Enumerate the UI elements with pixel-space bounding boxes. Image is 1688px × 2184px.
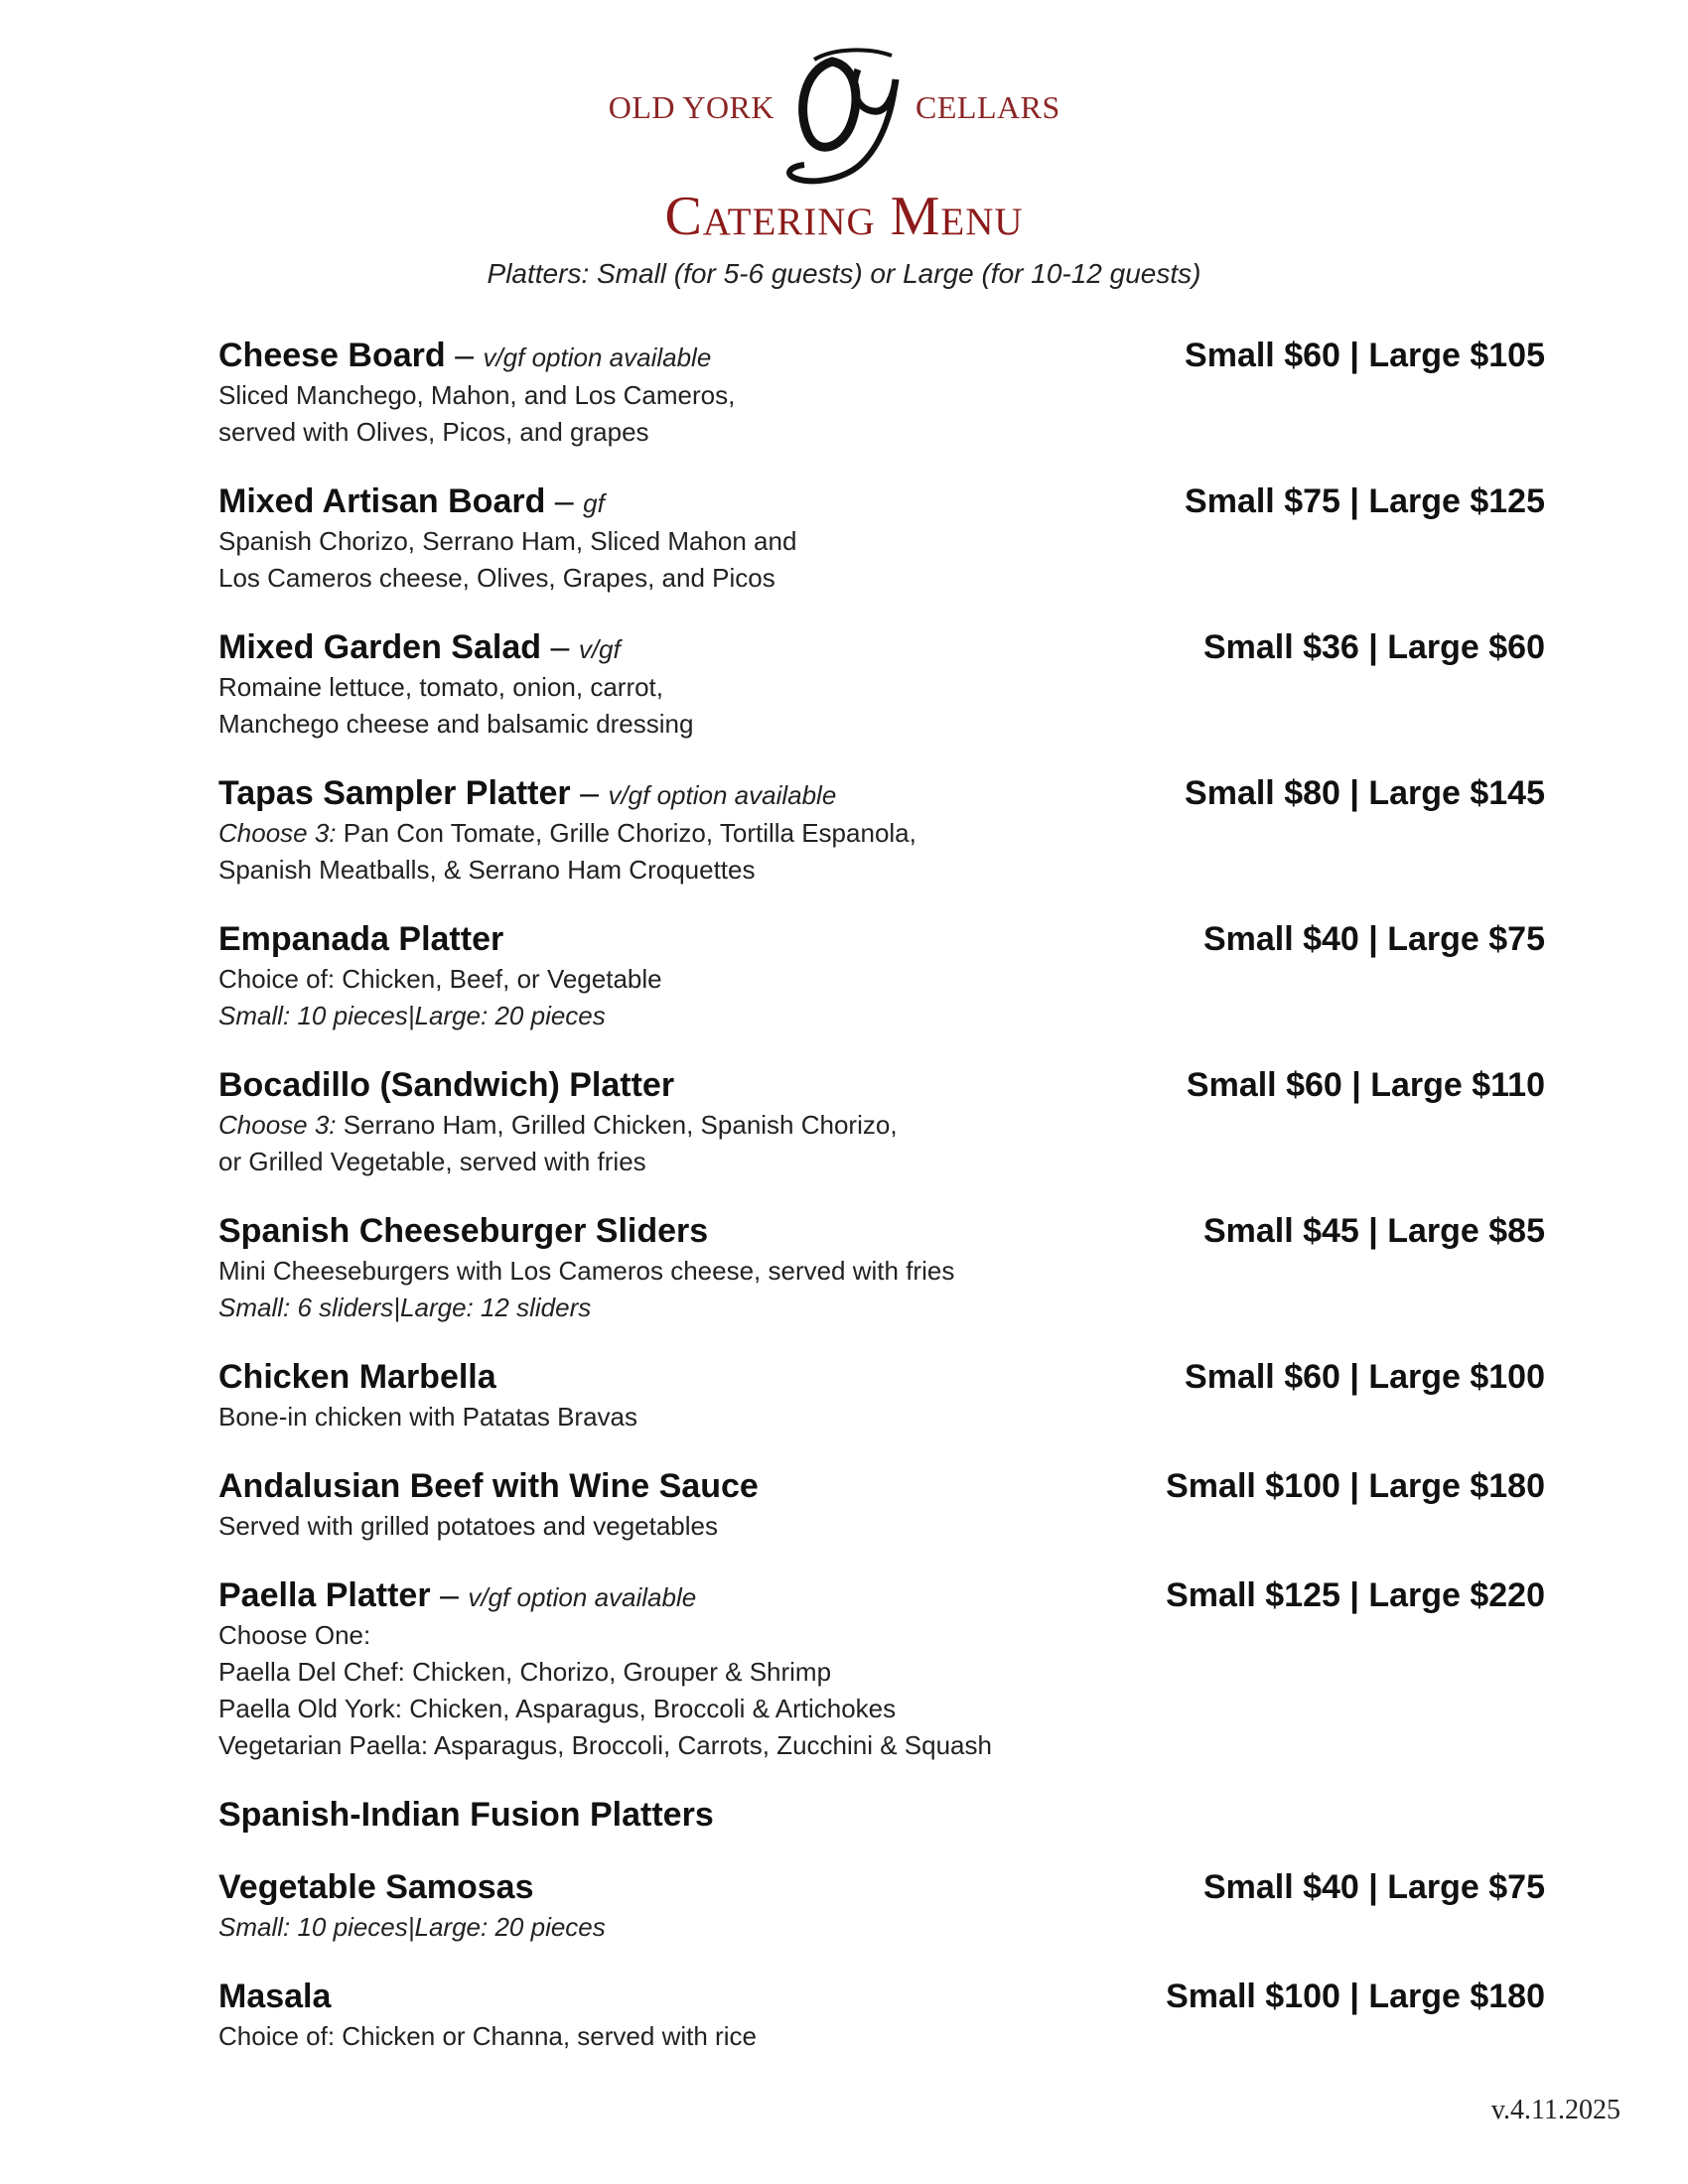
- menu-item-name: Bocadillo (Sandwich) Platter: [218, 1066, 675, 1104]
- brand-name-left: OLD YORK: [608, 89, 774, 125]
- menu-items: [218, 334, 1545, 2084]
- menu-item-description: [218, 669, 1545, 706]
- description-text: Choose One:: [218, 1620, 371, 1650]
- menu-item-dash: –: [445, 337, 484, 374]
- menu-item-price: Small $100 | Large $180: [1166, 1978, 1545, 2015]
- menu-item-name: Vegetable Samosas: [218, 1868, 534, 1906]
- menu-item-title: [218, 479, 605, 523]
- menu-item: [218, 771, 1545, 888]
- dietary-tag: v/gf option available: [483, 342, 712, 372]
- description-text: Romaine lettuce, tomato, onion, carrot,: [218, 672, 664, 702]
- description-text: Serrano Ham, Grilled Chicken, Spanish Chorizo,: [336, 1110, 898, 1140]
- menu-item: [218, 1975, 1545, 2055]
- menu-item-title: [218, 1209, 708, 1253]
- description-text: Pan Con Tomate, Grille Chorizo, Tortilla Espanola,: [336, 818, 916, 848]
- dietary-tag: v/gf option available: [468, 1582, 697, 1612]
- menu-header: [0, 40, 1688, 189]
- menu-item: [218, 625, 1545, 743]
- menu-item-description: [218, 852, 1545, 888]
- menu-item-price: Small $60 | Large $105: [1185, 337, 1545, 374]
- menu-item-description: [218, 1909, 1545, 1946]
- menu-item-price: Small $125 | Large $220: [1166, 1576, 1545, 1614]
- menu-item-price: Small $45 | Large $85: [1202, 1212, 1545, 1250]
- menu-item-description: [218, 1691, 1545, 1727]
- menu-item-title: [218, 771, 836, 815]
- menu-item-header: [218, 625, 1545, 669]
- menu-item-header: [218, 1573, 1545, 1617]
- menu-item-description: [218, 1253, 1545, 1290]
- menu-item-description: [218, 1290, 1545, 1326]
- menu-item-description: [218, 1107, 1545, 1144]
- menu-item-title: [218, 1063, 674, 1107]
- menu-item-dash: –: [570, 774, 609, 812]
- menu-item-name: Paella Platter: [218, 1576, 431, 1614]
- menu-item-header: [218, 771, 1545, 815]
- menu-item-description: [218, 414, 1545, 451]
- description-text: Sliced Manchego, Mahon, and Los Cameros,: [218, 380, 736, 410]
- menu-item-price: Small $100 | Large $180: [1166, 1467, 1545, 1505]
- menu-item-price: Small $36 | Large $60: [1202, 628, 1545, 666]
- menu-item-price: Small $75 | Large $125: [1185, 482, 1545, 520]
- menu-item: [218, 479, 1545, 597]
- dietary-tag: v/gf: [578, 634, 621, 664]
- menu-item-header: [218, 334, 1545, 377]
- description-text: served with Olives, Picos, and grapes: [218, 417, 649, 447]
- menu-item-title: [218, 1355, 496, 1399]
- menu-item-title: [218, 1865, 534, 1909]
- menu-item-title: [218, 1975, 331, 2018]
- description-text: Bone-in chicken with Patatas Bravas: [218, 1402, 637, 1432]
- menu-item-description: [218, 1654, 1545, 1691]
- dietary-tag: gf: [583, 488, 605, 518]
- menu-item-name: Andalusian Beef with Wine Sauce: [218, 1467, 759, 1505]
- menu-item-title: [218, 625, 621, 669]
- menu-item-header: [218, 917, 1545, 961]
- menu-list-main: [218, 334, 1545, 1764]
- page-subtitle: Platters: Small (for 5-6 guests) or Large (for 10-12 guests): [487, 258, 1201, 289]
- description-text: Spanish Chorizo, Serrano Ham, Sliced Mahon and: [218, 526, 797, 556]
- menu-item-dash: –: [545, 482, 584, 520]
- page-title: Catering Menu: [664, 186, 1024, 247]
- description-text: Spanish Meatballs, & Serrano Ham Croquettes: [218, 855, 756, 885]
- brand-name-right: CELLARS: [915, 89, 1060, 125]
- menu-item-name: Mixed Artisan Board: [218, 482, 546, 520]
- version-label: v.4.11.2025: [1490, 2095, 1620, 2125]
- description-text: Manchego cheese and balsamic dressing: [218, 709, 694, 739]
- description-text: Served with grilled potatoes and vegetables: [218, 1511, 718, 1541]
- menu-item-price: Small $60 | Large $100: [1185, 1358, 1545, 1396]
- menu-item-description: [218, 2018, 1545, 2055]
- menu-item-description: [218, 1508, 1545, 1545]
- menu-item-title: [218, 917, 503, 961]
- description-lead: Choose 3:: [218, 1110, 337, 1140]
- menu-item-price: Small $60 | Large $110: [1186, 1066, 1545, 1104]
- menu-item-header: [218, 1063, 1545, 1107]
- menu-item-header: [218, 1865, 1545, 1909]
- menu-item-description: [218, 377, 1545, 414]
- menu-item-name: Empanada Platter: [218, 920, 504, 958]
- menu-item-price: Small $40 | Large $75: [1202, 920, 1545, 958]
- menu-item-price: Small $80 | Large $145: [1185, 774, 1545, 812]
- menu-item-header: [218, 1209, 1545, 1253]
- menu-item: [218, 1209, 1545, 1326]
- menu-item: [218, 1464, 1545, 1545]
- menu-item-description: [218, 1144, 1545, 1180]
- menu-item-header: [218, 1975, 1545, 2018]
- description-text: or Grilled Vegetable, served with fries: [218, 1147, 646, 1176]
- menu-item-header: [218, 1355, 1545, 1399]
- description-lead: Small: 10 pieces|Large: 20 pieces: [218, 1001, 606, 1030]
- menu-item-name: Masala: [218, 1978, 332, 2015]
- section-title: Spanish-Indian Fusion Platters: [218, 1796, 714, 1834]
- menu-item-header: [218, 479, 1545, 523]
- description-text: Vegetarian Paella: Asparagus, Broccoli, Carrots, Zucchini & Squash: [218, 1730, 992, 1760]
- menu-item-description: [218, 1399, 1545, 1435]
- menu-item-description: [218, 523, 1545, 560]
- menu-item: [218, 917, 1545, 1034]
- menu-item-description: [218, 815, 1545, 852]
- description-text: Los Cameros cheese, Olives, Grapes, and Picos: [218, 563, 775, 593]
- oy-monogram-logo-icon: [774, 40, 914, 189]
- description-lead: Small: 10 pieces|Large: 20 pieces: [218, 1912, 606, 1942]
- menu-item-title: [218, 1464, 759, 1508]
- description-text: Choice of: Chicken or Channa, served with rice: [218, 2021, 757, 2051]
- menu-item-description: [218, 706, 1545, 743]
- dietary-tag: v/gf option available: [608, 780, 837, 810]
- menu-item-name: Cheese Board: [218, 337, 446, 374]
- menu-item: [218, 1865, 1545, 1946]
- menu-item-description: [218, 961, 1545, 998]
- menu-item-price: Small $40 | Large $75: [1202, 1868, 1545, 1906]
- menu-item: [218, 1573, 1545, 1764]
- menu-item-description: [218, 560, 1545, 597]
- menu-item-description: [218, 998, 1545, 1034]
- description-lead: Small: 6 sliders|Large: 12 sliders: [218, 1293, 592, 1322]
- menu-item-name: Tapas Sampler Platter: [218, 774, 571, 812]
- description-text: Paella Del Chef: Chicken, Chorizo, Grouper & Shrimp: [218, 1657, 832, 1687]
- menu-item-dash: –: [430, 1576, 469, 1614]
- menu-item: [218, 334, 1545, 451]
- menu-item: [218, 1355, 1545, 1435]
- menu-item-title: [218, 1573, 696, 1617]
- menu-item-description: [218, 1617, 1545, 1654]
- description-text: Paella Old York: Chicken, Asparagus, Broccoli & Artichokes: [218, 1694, 897, 1723]
- menu-item-header: [218, 1464, 1545, 1508]
- description-text: Choice of: Chicken, Beef, or Vegetable: [218, 964, 662, 994]
- menu-item-description: [218, 1727, 1545, 1764]
- menu-item-dash: –: [541, 628, 579, 666]
- description-lead: Choose 3:: [218, 818, 337, 848]
- menu-item-title: [218, 334, 711, 377]
- menu-item-name: Spanish Cheeseburger Sliders: [218, 1212, 709, 1250]
- description-text: Mini Cheeseburgers with Los Cameros cheese, served with fries: [218, 1256, 955, 1286]
- menu-list-fusion: [218, 1865, 1545, 2055]
- menu-item-name: Chicken Marbella: [218, 1358, 496, 1396]
- menu-item-name: Mixed Garden Salad: [218, 628, 541, 666]
- menu-item: [218, 1063, 1545, 1180]
